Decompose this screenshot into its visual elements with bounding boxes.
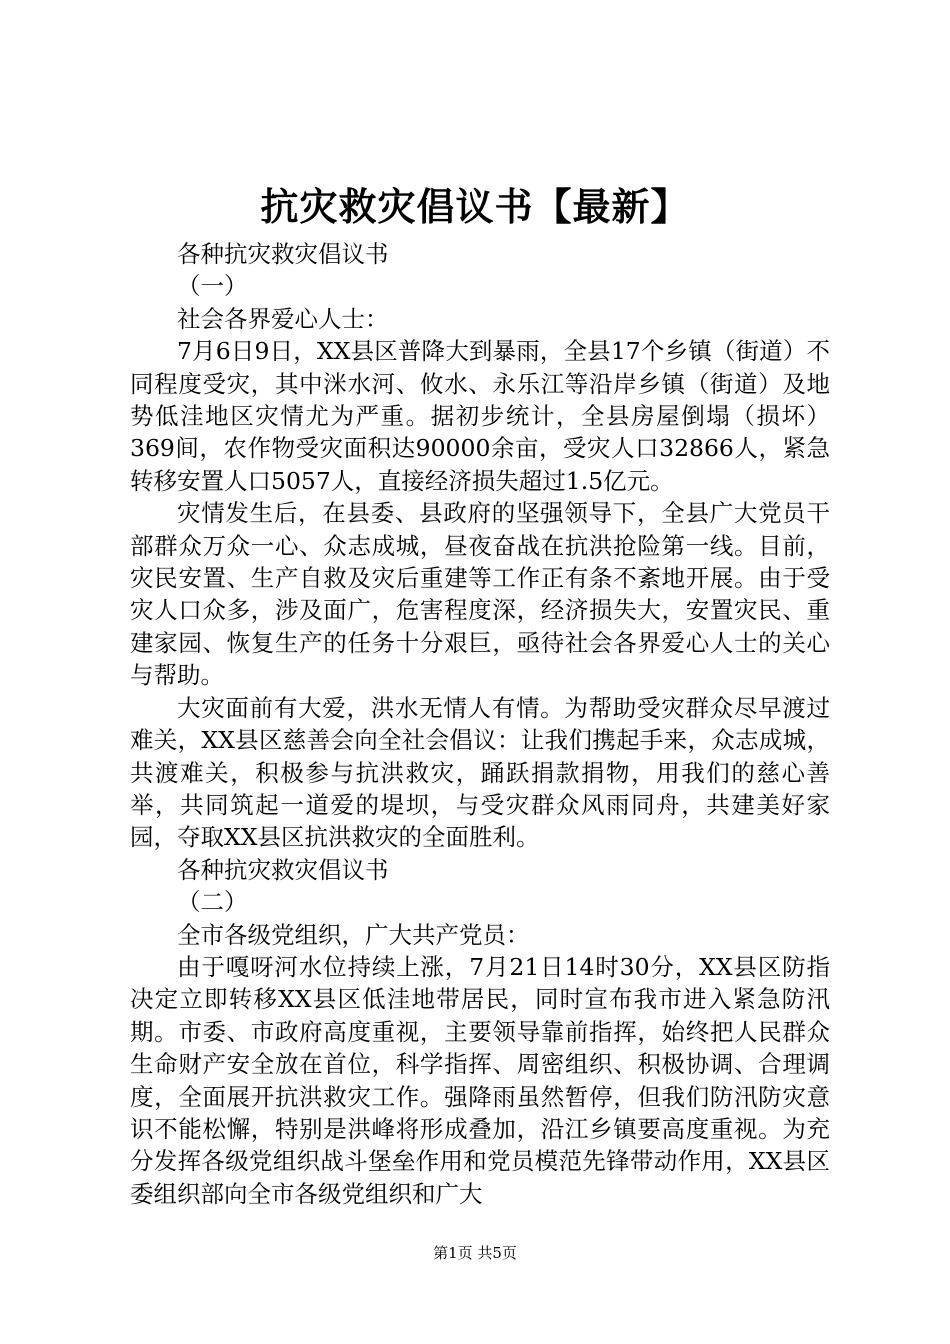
salutation-2: 全市各级党组织，广大共产党员： [177, 920, 530, 949]
section-number-2: （二） [177, 888, 248, 917]
paragraph: 灾情发生后，在县委、县政府的坚强领导下，全县广大党员干部群众万众一心、众志成城，昼夜奋战在抗洪抢险第一线。目前，灾民安置、生产自救及灾后重建等工作正有条不紊地开展。由于受灾人口众多，涉及面广，危害程度深，经济损失大，安置灾民、重建家园、恢复生产的任务十分艰巨，亟待社会各界爱心人士的关心与帮助。 [130, 499, 830, 690]
subtitle-2: 各种抗灾救灾倡议书 [177, 855, 389, 884]
document-body [130, 238, 830, 1210]
page-footer: 第1页 共5页 [433, 1244, 517, 1262]
salutation-1: 社会各界爱心人士： [177, 304, 389, 333]
subtitle-1: 各种抗灾救灾倡议书 [177, 240, 389, 268]
section-number-1: （一） [177, 272, 248, 301]
paragraph: 7月6日9日，XX县区普降大到暴雨，全县17个乡镇（街道）不同程度受灾，其中洣水河、攸水、永乐江等沿岸乡镇（街道）及地势低洼地区灾情尤为严重。据初步统计，全县房屋倒塌（损坏）369间，农作物受灾面积达90000余亩，受灾人口32866人，紧急转移安置人口5057人，直接经济损失超过1.5亿元。 [130, 337, 830, 495]
paragraph: 由于嘎呀河水位持续上涨，7月21日14时30分，XX县区防指决定立即转移XX县区低洼地带居民，同时宣布我市进入紧急防汛期。市委、市政府高度重视，主要领导靠前指挥，始终把人民群众生命财产安全放在首位，科学指挥、周密组织、积极协调、合理调度，全面展开抗洪救灾工作。强降雨虽然暂停，但我们防汛防灾意识不能松懈，特别是洪峰将形成叠加，沿江乡镇要高度重视。为充分发挥各级党组织战斗堡垒作用和党员模范先锋带动作用，XX县区委组织部向全市各级党组织和广大 [130, 952, 830, 1208]
document-title: 抗灾救灾倡议书【最新】 [260, 184, 690, 229]
paragraph: 大灾面前有大爱，洪水无情人有情。为帮助受灾群众尽早渡过难关，XX县区慈善会向全社会倡议：让我们携起手来，众志成城，共渡难关，积极参与抗洪救灾，踊跃捐款捐物，用我们的慈心善举，共同筑起一道爱的堤坝，与受灾群众风雨同舟，共建美好家园，夺取XX县区抗洪救灾的全面胜利。 [130, 693, 830, 852]
